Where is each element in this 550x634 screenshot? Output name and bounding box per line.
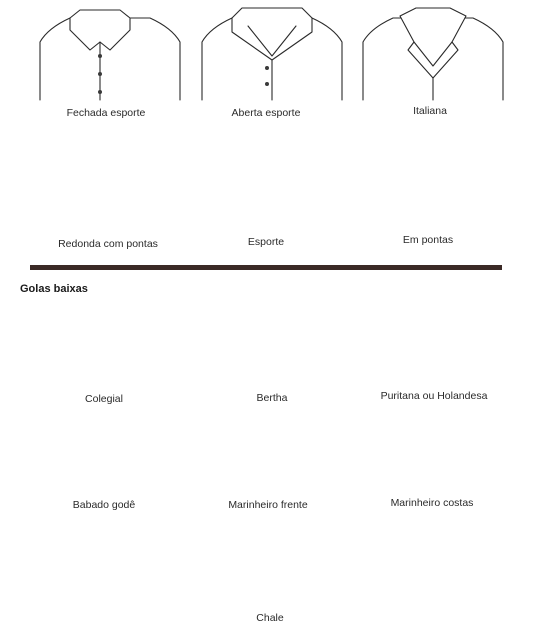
- label-marinheiro-costas: Marinheiro costas: [390, 497, 474, 509]
- label-puritana: Puritana ou Holandesa: [380, 390, 488, 402]
- aberta-esporte-drawing: [202, 8, 342, 100]
- label-marinheiro-frente: Marinheiro frente: [228, 499, 308, 511]
- label-colegial: Colegial: [85, 393, 123, 405]
- label-bertha: Bertha: [256, 392, 288, 404]
- section-divider: [30, 265, 502, 270]
- label-chale: Chale: [256, 612, 284, 624]
- label-aberta-esporte: Aberta esporte: [231, 107, 301, 119]
- fechada-esporte-drawing: [40, 10, 180, 100]
- label-em-pontas: Em pontas: [402, 234, 454, 246]
- label-babado-gode: Babado godê: [72, 499, 136, 511]
- label-redonda-com-pontas: Redonda com pontas: [58, 238, 158, 250]
- italiana-drawing: [363, 8, 503, 100]
- label-esporte: Esporte: [247, 236, 285, 248]
- section-title-golas-baixas: Golas baixas: [20, 283, 88, 295]
- label-italiana: Italiana: [413, 105, 447, 117]
- label-fechada-esporte: Fechada esporte: [66, 107, 146, 119]
